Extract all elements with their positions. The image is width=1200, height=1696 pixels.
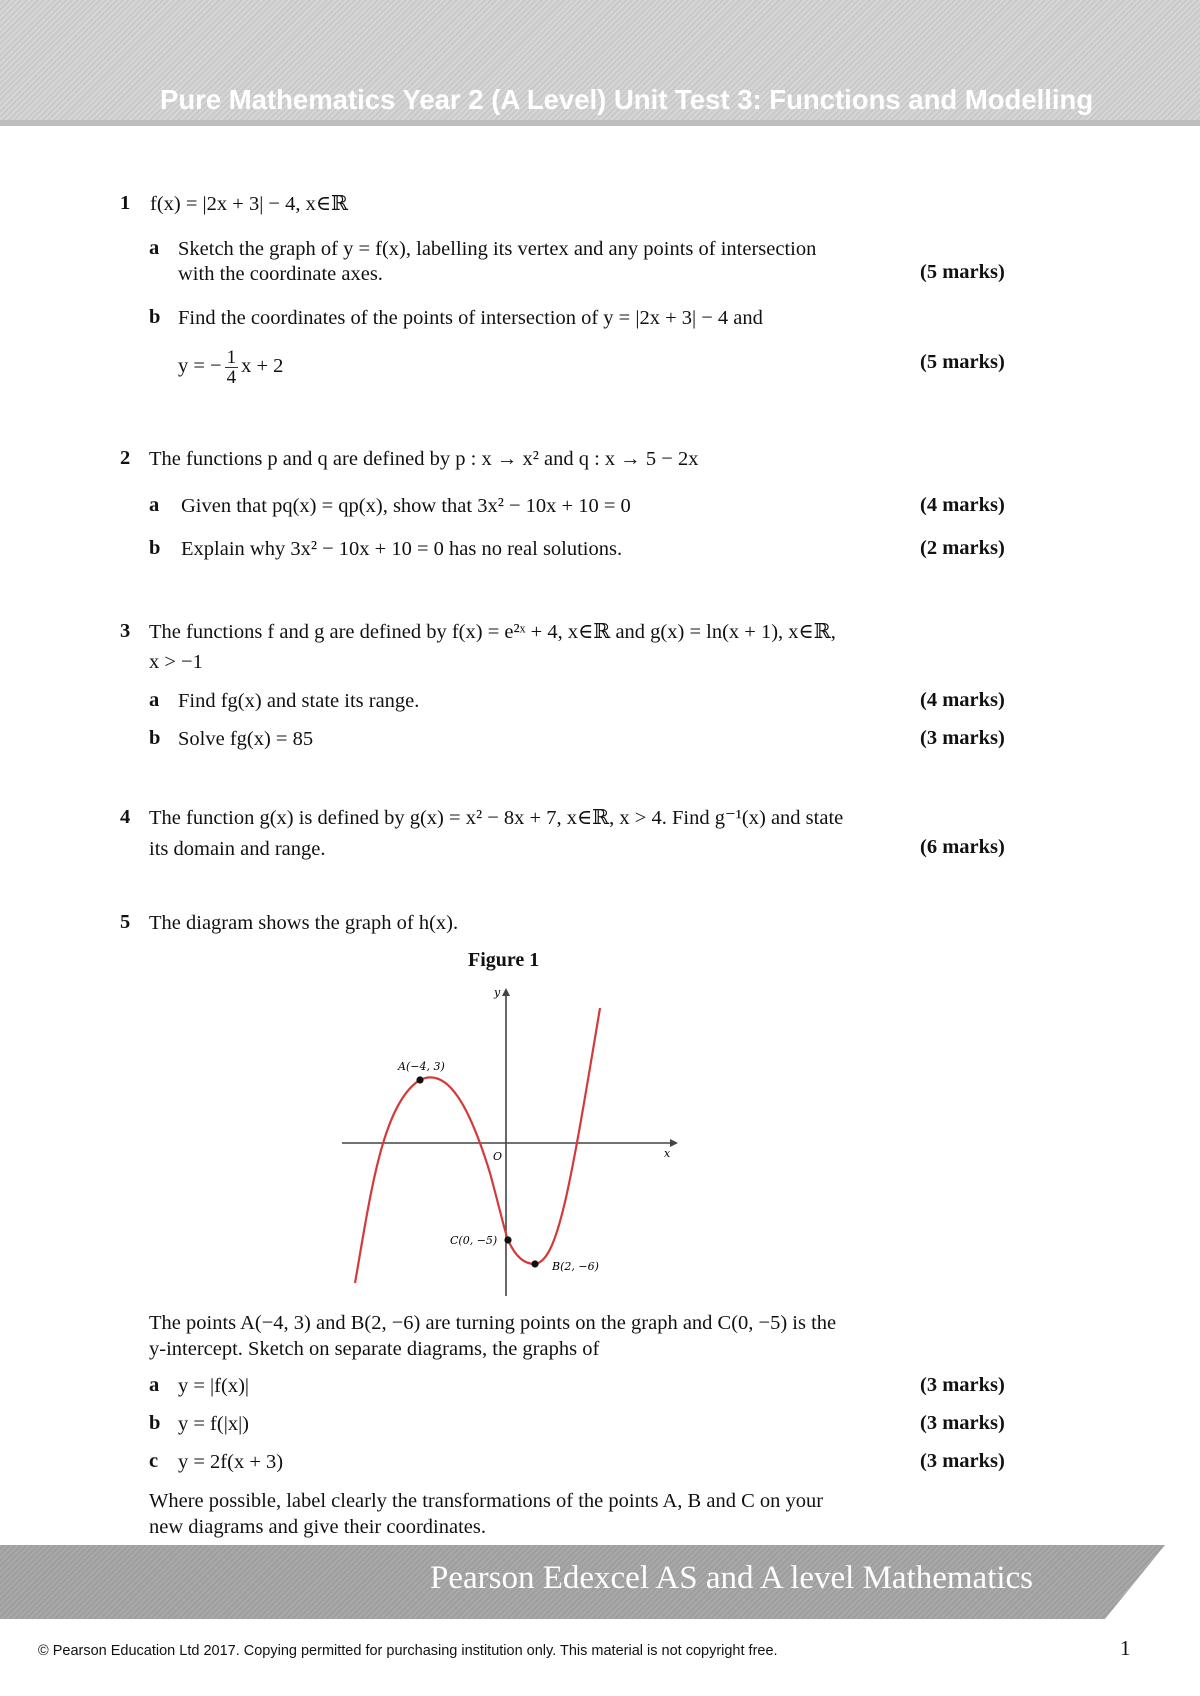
question-5-closing-line2: new diagrams and give their coordinates. (149, 1516, 486, 1538)
question-4-stem-line1: The function g(x) is defined by g(x) = x² − 8x + 7, x∈ℝ, x > 4. Find g⁻¹(x) and state (149, 807, 844, 829)
question-2b-label: b (149, 537, 161, 559)
equation-lhs: y = − (178, 355, 222, 377)
question-1b-text-line1: Find the coordinates of the points of intersection of y = |2x + 3| − 4 and (178, 307, 763, 329)
y-intercept-c-marker (504, 1236, 511, 1243)
question-1a-text-line2: with the coordinate axes. (178, 263, 383, 285)
question-5c-marks: (3 marks) (920, 1450, 1005, 1472)
question-1b-label: b (149, 306, 161, 328)
y-axis-label: y (494, 986, 501, 999)
question-5-description-line1: The points A(−4, 3) and B(2, −6) are turning points on the graph and C(0, −5) is the (149, 1312, 837, 1334)
question-5c-label: c (149, 1450, 159, 1472)
figure-caption: Figure 1 (468, 949, 540, 971)
question-3a-text: Find fg(x) and state its range. (178, 690, 420, 712)
question-5-closing-line1: Where possible, label clearly the transformations of the points A, B and C on your (149, 1490, 824, 1512)
question-2a-text: Given that pq(x) = qp(x), show that 3x² − 10x + 10 = 0 (181, 495, 631, 517)
y-axis-arrow (502, 988, 510, 996)
question-3a-marks: (4 marks) (920, 689, 1005, 711)
point-b-label: B(2, −6) (552, 1260, 599, 1273)
question-4-number: 4 (120, 806, 131, 828)
question-2a-label: a (149, 494, 160, 516)
question-1a-marks: (5 marks) (920, 261, 1005, 283)
copyright-notice: © Pearson Education Ltd 2017. Copying permitted for purchasing institution only. This material is not copyright free. (38, 1643, 778, 1659)
question-3b-label: b (149, 727, 161, 749)
equation-rhs: x + 2 (241, 355, 284, 377)
footer-series-title: Pearson Edexcel AS and A level Mathematics (430, 1560, 1034, 1596)
point-a-label: A(−4, 3) (398, 1060, 445, 1073)
fraction-denominator: 4 (226, 366, 237, 388)
turning-point-b-marker (531, 1260, 538, 1267)
question-4-stem-line2: its domain and range. (149, 838, 326, 860)
x-axis-arrow (670, 1139, 678, 1147)
question-5-stem: The diagram shows the graph of h(x). (149, 912, 459, 934)
figure-1-graph (330, 978, 680, 1298)
question-1a-text-line1: Sketch the graph of y = f(x), labelling its vertex and any points of intersection (178, 238, 817, 260)
question-5b-label: b (149, 1412, 161, 1434)
question-3b-text: Solve fg(x) = 85 (178, 728, 314, 750)
fraction-one-quarter (225, 348, 239, 387)
fraction-numerator: 1 (226, 346, 237, 368)
question-1-number: 1 (120, 192, 131, 214)
question-3a-label: a (149, 689, 160, 711)
question-5a-marks: (3 marks) (920, 1374, 1005, 1396)
origin-label: O (493, 1150, 503, 1163)
page-number: 1 (1120, 1636, 1131, 1660)
turning-point-a-marker (416, 1076, 423, 1083)
question-2-stem: The functions p and q are defined by p : x → x² and q : x → 5 − 2x (149, 448, 699, 470)
question-1b-equation (178, 339, 283, 393)
question-1a-label: a (149, 237, 160, 259)
question-2-number: 2 (120, 447, 131, 469)
question-3-stem-line1: The functions f and g are defined by f(x) = e²ˣ + 4, x∈ℝ and g(x) = ln(x + 1), x∈ℝ, (149, 621, 836, 643)
question-5b-text: y = f(|x|) (178, 1413, 249, 1435)
question-2b-text: Explain why 3x² − 10x + 10 = 0 has no real solutions. (181, 538, 623, 560)
question-5a-label: a (149, 1374, 160, 1396)
unit-test-title: Pure Mathematics Year 2 (A Level) Unit Test 3: Functions and Modelling (160, 84, 1094, 115)
question-2a-marks: (4 marks) (920, 494, 1005, 516)
question-5c-text: y = 2f(x + 3) (178, 1451, 284, 1473)
question-1b-marks: (5 marks) (920, 351, 1005, 373)
question-3-number: 3 (120, 620, 131, 642)
point-c-label: C(0, −5) (450, 1234, 498, 1247)
x-axis-label: x (664, 1147, 671, 1160)
question-5-description-line2: y-intercept. Sketch on separate diagrams, the graphs of (149, 1338, 600, 1360)
question-5b-marks: (3 marks) (920, 1412, 1005, 1434)
question-5a-text: y = |f(x)| (178, 1375, 249, 1397)
question-4-marks: (6 marks) (920, 836, 1005, 858)
question-1-stem: f(x) = |2x + 3| − 4, x∈ℝ (150, 193, 349, 215)
question-5-number: 5 (120, 911, 131, 933)
question-3-stem-line2: x > −1 (149, 651, 203, 673)
question-2b-marks: (2 marks) (920, 537, 1005, 559)
page-header-band (0, 0, 1200, 126)
question-3b-marks: (3 marks) (920, 727, 1005, 749)
